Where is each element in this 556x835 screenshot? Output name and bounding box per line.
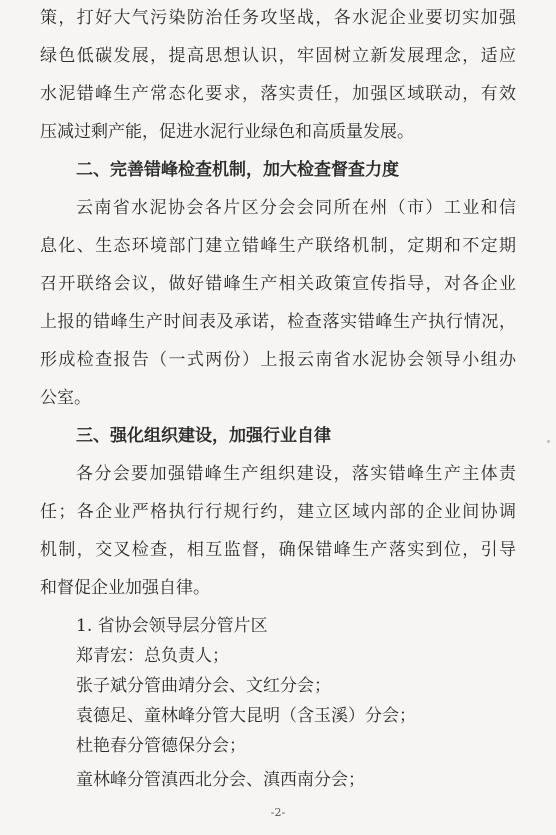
- body-line: 压减过剩产能，促进水泥行业绿色和高质量发展。: [40, 122, 414, 142]
- body-line: 公室。: [40, 388, 91, 408]
- body-line: 召开联络会议，做好错峰生产相关政策宣传指导，对各企业: [40, 274, 516, 294]
- body-line: 策，打好大气污染防治任务攻坚战，各水泥企业要切实加强: [40, 8, 516, 28]
- body-line: 各分会要加强错峰生产组织建设，落实错峰生产主体责: [76, 464, 516, 484]
- scan-speck: [547, 440, 550, 443]
- body-line: 机制，交叉检查，相互监督，确保错峰生产落实到位，引导: [40, 540, 516, 560]
- list-item: 张子斌分管曲靖分会、文红分会；: [76, 676, 331, 696]
- body-line: 云南省水泥协会各片区分会会同所在州（市）工业和信: [76, 198, 516, 218]
- list-item: 袁德足、童林峰分管大昆明（含玉溪）分会；: [76, 706, 416, 726]
- body-line: 上报的错峰生产时间表及承诺，检查落实错峰生产执行情况，: [40, 312, 516, 332]
- body-line: 和督促企业加强自律。: [40, 578, 210, 598]
- body-line: 任；各企业严格执行行规行约，建立区域内部的企业间协调: [40, 502, 516, 522]
- section-heading: 三、强化组织建设，加强行业自律: [76, 426, 331, 446]
- page-number: -2-: [270, 806, 286, 819]
- list-heading: 1. 省协会领导层分管片区: [76, 616, 268, 636]
- list-item: 童林峰分管滇西北分会、滇西南分会；: [76, 770, 365, 790]
- section-heading: 二、完善错峰检查机制，加大检查督查力度: [76, 160, 399, 180]
- body-line: 绿色低碳发展，提高思想认识，牢固树立新发展理念，适应: [40, 46, 516, 66]
- body-line: 形成检查报告（一式两份）上报云南省水泥协会领导小组办: [40, 350, 516, 370]
- body-line: 息化、生态环境部门建立错峰生产联络机制，定期和不定期: [40, 236, 516, 256]
- list-item: 杜艳春分管德保分会；: [76, 736, 246, 756]
- body-line: 水泥错峰生产常态化要求，落实责任，加强区域联动，有效: [40, 84, 516, 104]
- list-item: 郑青宏：总负责人；: [76, 646, 229, 666]
